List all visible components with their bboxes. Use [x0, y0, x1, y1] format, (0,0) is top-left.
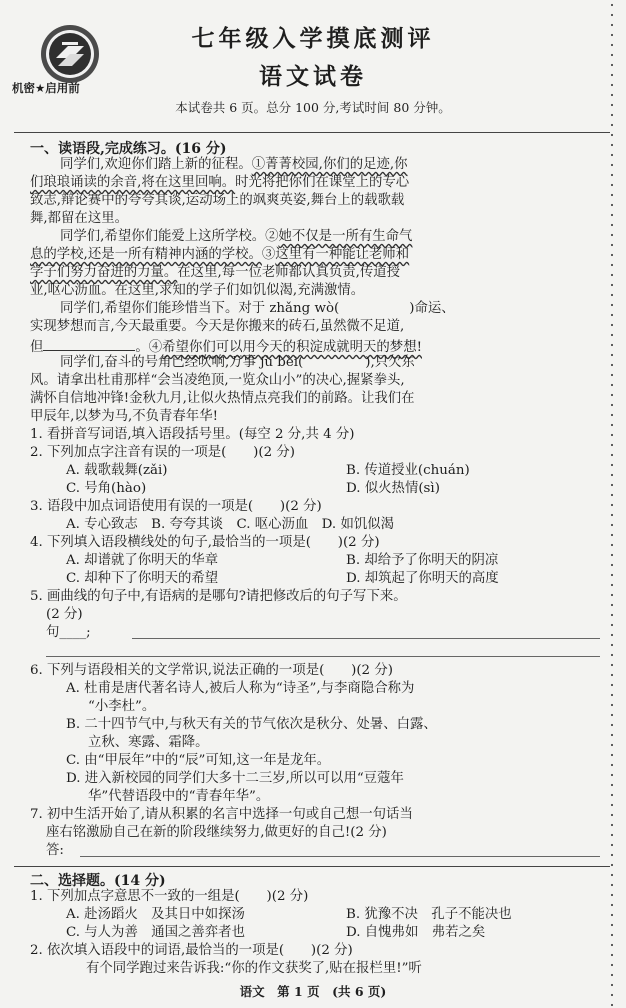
- question-3: 3. 语段中加点词语使用有误的一项是( )(2 分): [30, 499, 322, 514]
- question-5-answer-label: 句____;: [46, 625, 91, 640]
- question-4: 4. 下列填入语段横线处的句子,最恰当的一项是( )(2 分): [30, 535, 380, 550]
- option-row: [66, 906, 512, 923]
- passage-line: 甲辰年,以梦为马,不负青春年华!: [30, 409, 218, 424]
- option-text: 华”代替语段中的“青春年华”。: [88, 789, 270, 804]
- passage-line: 们琅琅诵读的余音,将在这里回响。时光将把你们在课堂上的专心: [30, 175, 410, 190]
- header-divider: [14, 132, 610, 133]
- exam-title: 七年级入学摸底测评: [191, 25, 435, 52]
- question-2: 2. 依次填入语段中的词语,最恰当的一项是( )(2 分): [30, 943, 353, 958]
- question-5: 5. 画曲线的句子中,有语病的是哪句?请把修改后的句子写下来。: [30, 589, 407, 604]
- option-text: A. 杜甫是唐代著名诗人,被后人称为“诗圣”,与李商隐合称为: [66, 681, 415, 696]
- exam-subject-title: 语文试卷: [259, 63, 367, 90]
- option-left: C. 与人为善 通国之善弈者也: [66, 925, 245, 940]
- section-2-heading: 二、选择题。(14 分): [30, 873, 166, 889]
- wavy-underlined-sentence: 学子们努力奋进的力量。: [30, 265, 178, 280]
- question-7: 7. 初中生活开始了,请从积累的名言中选择一句或自己想一句话当: [30, 807, 413, 822]
- question-1: 1. 下列加点字意思不一致的一组是( )(2 分): [30, 889, 309, 904]
- answer-line[interactable]: [80, 856, 600, 857]
- exam-info: 本试卷共 6 页。总分 100 分,考试时间 80 分钟。: [175, 100, 451, 115]
- wavy-underlined-sentence: ①菁菁校园,你们的足迹,你: [251, 157, 408, 172]
- option-text: C. 由“甲辰年”中的“辰”可知,这一年是龙年。: [66, 753, 331, 768]
- option-left: A. 载歌载舞(zǎi): [66, 463, 168, 478]
- passage-line: 同学们,希望你们能珍惜当下。对于 zhǎng wò( )命运、: [60, 301, 455, 316]
- passage-line: 学子们努力奋进的力量。在这里,每一位老师都认真负责,传道授: [30, 265, 401, 280]
- option-right: D. 自愧弗如 弗若之矣: [346, 925, 486, 940]
- option-left: C. 却种下了你明天的希望: [66, 571, 219, 586]
- wavy-underlined-sentence: 这里有一种能让老师和: [275, 247, 410, 262]
- option-text: B. 二十四节气中,与秋天有关的节气依次是秋分、处暑、白露、: [66, 717, 437, 732]
- answer-line[interactable]: [132, 638, 600, 639]
- page-footer: 语文 第 1 页 (共 6 页): [239, 984, 387, 999]
- option-row: A. 专心致志 B. 夸夸其谈 C. 呕心沥血 D. 如饥似渴: [66, 517, 395, 532]
- passage-line: 同学们,欢迎你们踏上新的征程。①菁菁校园,你们的足迹,你: [60, 157, 408, 172]
- option-right: D. 却筑起了你明天的高度: [346, 571, 499, 586]
- passage-line: 风。请拿出杜甫那样“会当凌绝顶,一览众山小”的决心,握紧拳头,: [30, 373, 405, 388]
- option-row: [66, 570, 499, 587]
- wavy-underlined-sentence: 她不仅是一所有生命气: [278, 229, 413, 244]
- passage-line: 同学们,奋斗的号角已经吹响,万事 jù bèi( ),只欠东: [60, 355, 415, 370]
- fill-in-blank[interactable]: [43, 336, 135, 351]
- question-2-passage: 有个同学跑过来告诉我:“你的作文获奖了,贴在报栏里!”听: [86, 961, 422, 976]
- passage-line: 但 。④希望你们可以用今天的积淀成就明天的梦想!: [30, 336, 422, 356]
- option-row: [66, 552, 498, 569]
- option-right: B. 却给予了你明天的阴凉: [346, 553, 499, 568]
- question-6: 6. 下列与语段相关的文学常识,说法正确的一项是( )(2 分): [30, 663, 393, 678]
- option-text: D. 进入新校园的同学们大多十二三岁,所以可以用“豆蔻年: [66, 771, 404, 786]
- option-left: A. 赴汤蹈火 及其日中如探汤: [66, 907, 245, 922]
- passage-line: 满怀自信地冲锋!金秋九月,让似火热情点亮我们的前路。让我们在: [30, 391, 415, 406]
- question-7-text: 座右铭激励自己在新的阶段继续努力,做更好的自己!(2 分): [46, 825, 387, 840]
- question-7-answer-label: 答:: [46, 843, 64, 858]
- passage-line: 同学们,希望你们能爱上这所学校。②她不仅是一所有生命气: [60, 229, 413, 244]
- option-right: B. 传道授业(chuán): [346, 463, 470, 478]
- option-left: C. 号角(hào): [66, 481, 147, 496]
- question-5-points: (2 分): [46, 607, 83, 622]
- confidential-label: 机密★启用前: [12, 81, 80, 95]
- wavy-underlined-sentence: 息的学校,还是一所有精神内涵的学校。: [30, 247, 262, 262]
- answer-line[interactable]: [46, 656, 600, 657]
- section-1-heading: 一、读语段,完成练习。(16 分): [30, 141, 227, 157]
- option-right: D. 似火热情(sì): [346, 481, 440, 496]
- passage-line: 息的学校,还是一所有精神内涵的学校。③这里有一种能让老师和: [30, 247, 410, 262]
- wavy-underlined-sentence: 希望你们可以用今天的积淀成就明天的梦想!: [162, 340, 422, 355]
- passage-line: 致志,辩论赛中的夸夸其谈,运动场上的飒爽英姿,舞台上的载歌载: [30, 193, 405, 208]
- question-1: 1. 看拼音写词语,填入语段括号里。(每空 2 分,共 4 分): [30, 427, 355, 442]
- question-2: 2. 下列加点字注音有误的一项是( )(2 分): [30, 445, 295, 460]
- passage-line: 实现梦想而言,今天最重要。今天是你搬来的砖石,虽然微不足道,: [30, 319, 405, 334]
- option-row: [66, 462, 470, 479]
- option-text: 立秋、寒露、霜降。: [88, 735, 209, 750]
- passage-line: 业,呕心沥血。在这里,求知的学子们如饥似渴,充满激情。: [30, 283, 365, 298]
- wavy-underlined-sentence: 们琅琅诵读的余音,将在这里回响。: [30, 175, 236, 190]
- option-text: “小李杜”。: [88, 699, 156, 714]
- option-row: [66, 480, 440, 497]
- binding-dotted-line: [611, 0, 613, 1008]
- section-divider: [14, 866, 610, 867]
- option-left: A. 却谱就了你明天的华章: [66, 553, 219, 568]
- option-right: B. 犹豫不决 孔子不能决也: [346, 907, 512, 922]
- option-row: [66, 924, 485, 941]
- passage-line: 舞,都留在这里。: [30, 211, 128, 226]
